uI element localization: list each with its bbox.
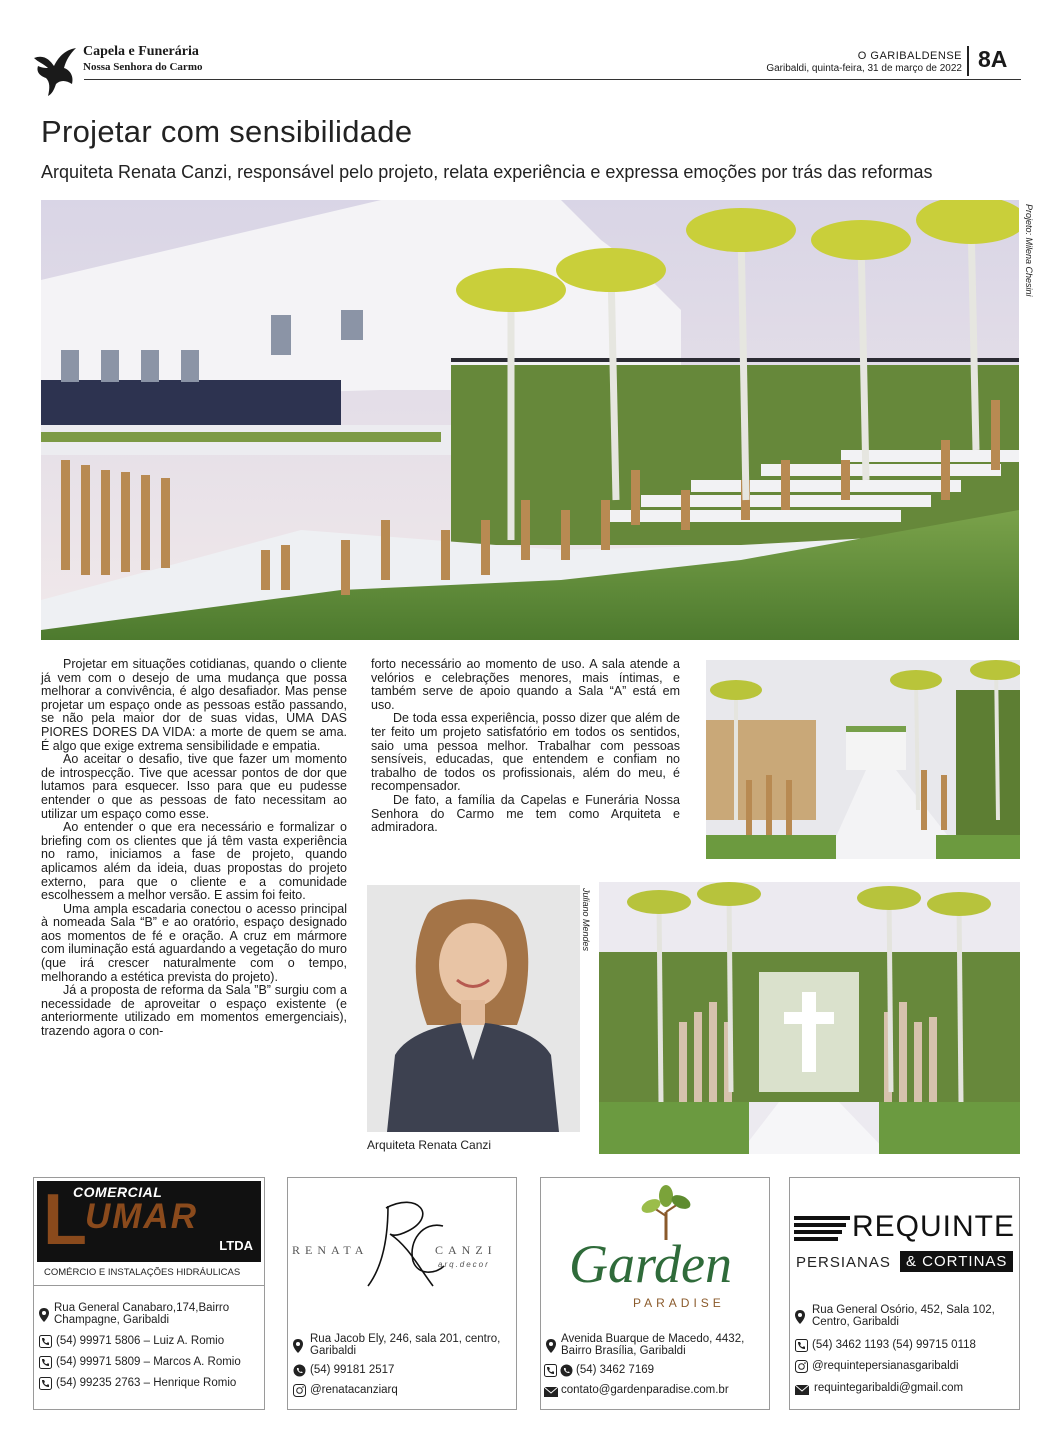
article-paragraph: Uma ampla escadaria conectou o acesso principal à nomeada Sala “B” e ao oratório, espaço designado aos momentos de fé e oração. A cruz em mármore com iluminação está aguardando a vegetação do muro (que irá crescer naturalmente com o tempo, melhorando a estética prevista do projeto). (41, 901, 347, 984)
hero-rendering-image (41, 200, 1019, 640)
masthead (766, 50, 962, 74)
renata-instagram[interactable]: @renatacanziarq (310, 1384, 398, 1396)
dove-icon (30, 40, 82, 98)
portrait-caption: Arquiteta Renata Canzi (367, 1138, 492, 1152)
renata-address: Rua Jacob Ely, 246, sala 201, centro, Garibaldi (310, 1333, 501, 1357)
requinte-address: Rua General Osório, 452, Sala 102, Centro, Garibaldi (812, 1304, 995, 1328)
renata-name-right: CANZI (435, 1243, 497, 1257)
header-separator (967, 46, 969, 76)
article-column-2 (371, 658, 680, 835)
requinte-phones[interactable]: (54) 3462 1193 (54) 99715 0118 (812, 1339, 976, 1351)
renata-phone[interactable]: (54) 99181 2517 (310, 1364, 395, 1376)
tree-leaves-icon (636, 1182, 696, 1242)
architect-portrait-photo (367, 885, 580, 1132)
pathway-rendering-image (706, 660, 1020, 859)
phone-icon (39, 1377, 52, 1390)
garden-phone[interactable]: (54) 3462 7169 (576, 1364, 655, 1376)
whatsapp-icon (293, 1364, 306, 1377)
blinds-icon (794, 1214, 850, 1244)
email-icon (795, 1385, 809, 1395)
instagram-icon (293, 1384, 306, 1397)
article-paragraph: Já a proposta de reforma da Sala ”B” surgiu com a necessidade de aproveitar o espaço existente (e anteriormente utilizado em momentos emergenciais), trazendo agora o con- (41, 983, 347, 1039)
edition-date: Garibaldi, quinta-feira, 31 de março de 2022 (766, 63, 962, 74)
phone-icon (39, 1356, 52, 1369)
article-title: Projetar com sensibilidade (41, 114, 413, 149)
garden-logo-sub: PARADISE (633, 1296, 725, 1310)
newspaper-name: O GARIBALDENSE (857, 50, 962, 62)
article-paragraph: Ao entender o que era necessário e formalizar o briefing com os clientes que já têm vasta experiência no ramo, iniciamos a fase de projeto, quando aplicamos além da ideia, duas propostas do projeto externo, para que o cliente e a comunidade escolhessem a melhor versão. E assim foi feito. (41, 820, 347, 903)
lumar-tagline: COMÉRCIO E INSTALAÇÕES HIDRÁULICAS (44, 1267, 241, 1278)
lumar-logo-text: UMAR (85, 1197, 198, 1236)
phone-icon (39, 1335, 52, 1348)
map-pin-icon (39, 1308, 49, 1322)
ad-divider (34, 1285, 264, 1286)
funeral-home-logo (30, 40, 230, 100)
lumar-logo-l: L (43, 1180, 87, 1260)
garden-address: Avenida Buarque de Macedo, 4432, Bairro Brasília, Garibaldi (561, 1333, 745, 1357)
hero-photo-credit: Projeto: Milena Chesini (1024, 204, 1034, 297)
article-paragraph: Ao aceitar o desafio, tive que fazer um momento de introspecção. Tive que acessar pontos de dor que lutamos para esquecer. Isso para que eu pudesse entender o que as pessoas de fato necessitam ao utilizar um espaço como esse. (41, 752, 347, 821)
lumar-phone[interactable]: (54) 99971 5809 – Marcos A. Romio (56, 1356, 241, 1368)
article-paragraph: De toda essa experiência, posso dizer que além de ter feito um projeto satisfatório em todos os sentidos, saio uma pessoa melhor. Trabalhar com pessoas sensíveis, educadas, que entendem e confiam no trabalho de todos os profissionais, além do meu, é recompensador. (371, 711, 680, 794)
phone-icon (795, 1339, 808, 1352)
map-pin-icon (293, 1339, 303, 1353)
lumar-logo-top: COMERCIAL (73, 1184, 163, 1200)
portrait-photo-credit: Juliano Mendes (581, 888, 591, 952)
ad-requinte[interactable] (789, 1177, 1020, 1410)
lumar-ltda: LTDA (219, 1238, 253, 1253)
rc-monogram (348, 1186, 458, 1296)
lumar-logo (37, 1181, 261, 1262)
lumar-address: Rua General Canabaro,174,Bairro Champagne, Garibaldi (54, 1302, 230, 1326)
map-pin-icon (546, 1339, 556, 1353)
requinte-instagram[interactable]: @requintepersianasgaribaldi (812, 1360, 959, 1372)
article-subtitle: Arquiteta Renata Canzi, responsável pelo projeto, relata experiência e expressa emoções por trás das reformas (41, 162, 933, 182)
oratory-rendering-image (599, 882, 1020, 1154)
garden-email[interactable]: contato@gardenparadise.com.br (561, 1384, 729, 1396)
page-number: 8A (978, 46, 1008, 72)
lumar-phone[interactable]: (54) 99971 5806 – Luiz A. Romio (56, 1335, 225, 1347)
logo-line1: Capela e Funerária (83, 44, 199, 59)
requinte-sub-left: PERSIANAS (796, 1254, 891, 1271)
map-pin-icon (795, 1310, 805, 1324)
article-paragraph: De fato, a família da Capelas e Funerária Nossa Senhora do Carmo me tem como Arquiteta e admiradora. (371, 792, 680, 835)
ad-garden-paradise[interactable] (540, 1177, 770, 1410)
article-paragraph: Projetar em situações cotidianas, quando o cliente já vem com o desejo de uma mudança que possa melhorar a convivência, é algo desafiador. Mas pense projetar um espaço onde as pessoas estão passando, se não pela maior dor de suas vidas, UMA DAS PIORES DORES DA VIDA: a morte de quem se ama. É algo que exige extrema sensibilidade e empatia. (41, 657, 347, 753)
requinte-sub-right: & CORTINAS (900, 1251, 1013, 1272)
instagram-icon (795, 1360, 808, 1373)
header-rule (84, 79, 1021, 80)
garden-logo-text: Garden (569, 1234, 732, 1294)
article-column-1 (41, 658, 347, 1039)
requinte-logo-text: REQUINTE (852, 1210, 1016, 1243)
phone-icon (544, 1364, 557, 1377)
article-paragraph: forto necessário ao momento de uso. A sala atende a velórios e celebrações menores, mais íntimas, e também serve de apoio quando a Sala “A” está em uso. (371, 657, 680, 712)
requinte-email[interactable]: requintegaribaldi@gmail.com (814, 1382, 964, 1394)
logo-line2: Nossa Senhora do Carmo (83, 61, 203, 73)
ad-renata-canzi[interactable] (287, 1177, 517, 1410)
ad-lumar[interactable] (33, 1177, 265, 1410)
email-icon (544, 1387, 558, 1397)
renata-name-left: RENATA (292, 1243, 369, 1257)
renata-sub: arq.decor (438, 1260, 490, 1269)
whatsapp-icon (560, 1364, 573, 1377)
lumar-phone[interactable]: (54) 99235 2763 – Henrique Romio (56, 1377, 237, 1389)
